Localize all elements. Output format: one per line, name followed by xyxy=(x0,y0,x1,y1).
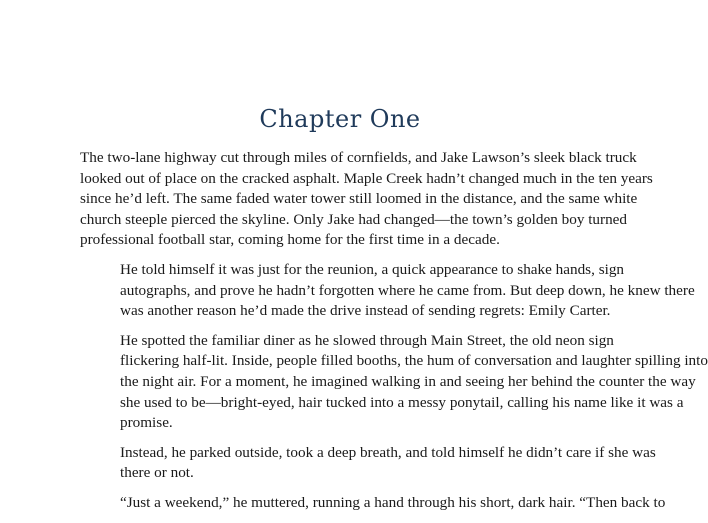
text-line: was another reason he’d made the drive instead of sending regrets: Emily Carter. xyxy=(120,302,611,320)
paragraph-4 xyxy=(80,443,656,484)
text-line: she used to be—bright-eyed, hair tucked into a messy ponytail, calling his name like it was a xyxy=(120,393,684,411)
text-line: Instead, he parked outside, took a deep breath, and told himself he didn’t care if she was xyxy=(120,443,656,461)
text-line: He spotted the familiar diner as he slowed through Main Street, the old neon sign xyxy=(120,331,614,349)
text-line: church steeple pierced the skyline. Only Jake had changed—the town’s golden boy turned xyxy=(80,210,628,228)
text-line: looked out of place on the cracked asphalt. Maple Creek hadn’t changed much in the ten years xyxy=(80,169,653,187)
text-line: professional football star, coming home for the first time in a decade. xyxy=(80,231,500,249)
text-line: there or not. xyxy=(120,464,194,482)
text-line: the night air. For a moment, he imagined walking in and seeing her behind the counter the way xyxy=(120,372,696,390)
text-line: autographs, and prove he hadn’t forgotten where he came from. But deep down, he knew there xyxy=(120,281,695,299)
paragraph-3 xyxy=(80,331,708,434)
paragraph-2 xyxy=(80,260,695,322)
paragraph-1 xyxy=(80,148,653,251)
text-line: He told himself it was just for the reunion, a quick appearance to shake hands, sign xyxy=(120,260,625,278)
text-line: promise. xyxy=(120,414,173,432)
text-line: The two-lane highway cut through miles of cornfields, and Jake Lawson’s sleek black truck xyxy=(80,149,637,166)
text-line: flickering half-lit. Inside, people filled booths, the hum of conversation and laughter spilling into xyxy=(120,352,708,370)
text-line: “Just a weekend,” he muttered, running a hand through his short, dark hair. “Then back to xyxy=(120,493,666,511)
paragraph-5 xyxy=(80,493,666,514)
chapter-title: Chapter One xyxy=(259,105,421,133)
text-line: since he’d left. The same faded water tower still loomed in the distance, and the same white xyxy=(80,190,638,208)
chapter-body xyxy=(80,148,708,523)
